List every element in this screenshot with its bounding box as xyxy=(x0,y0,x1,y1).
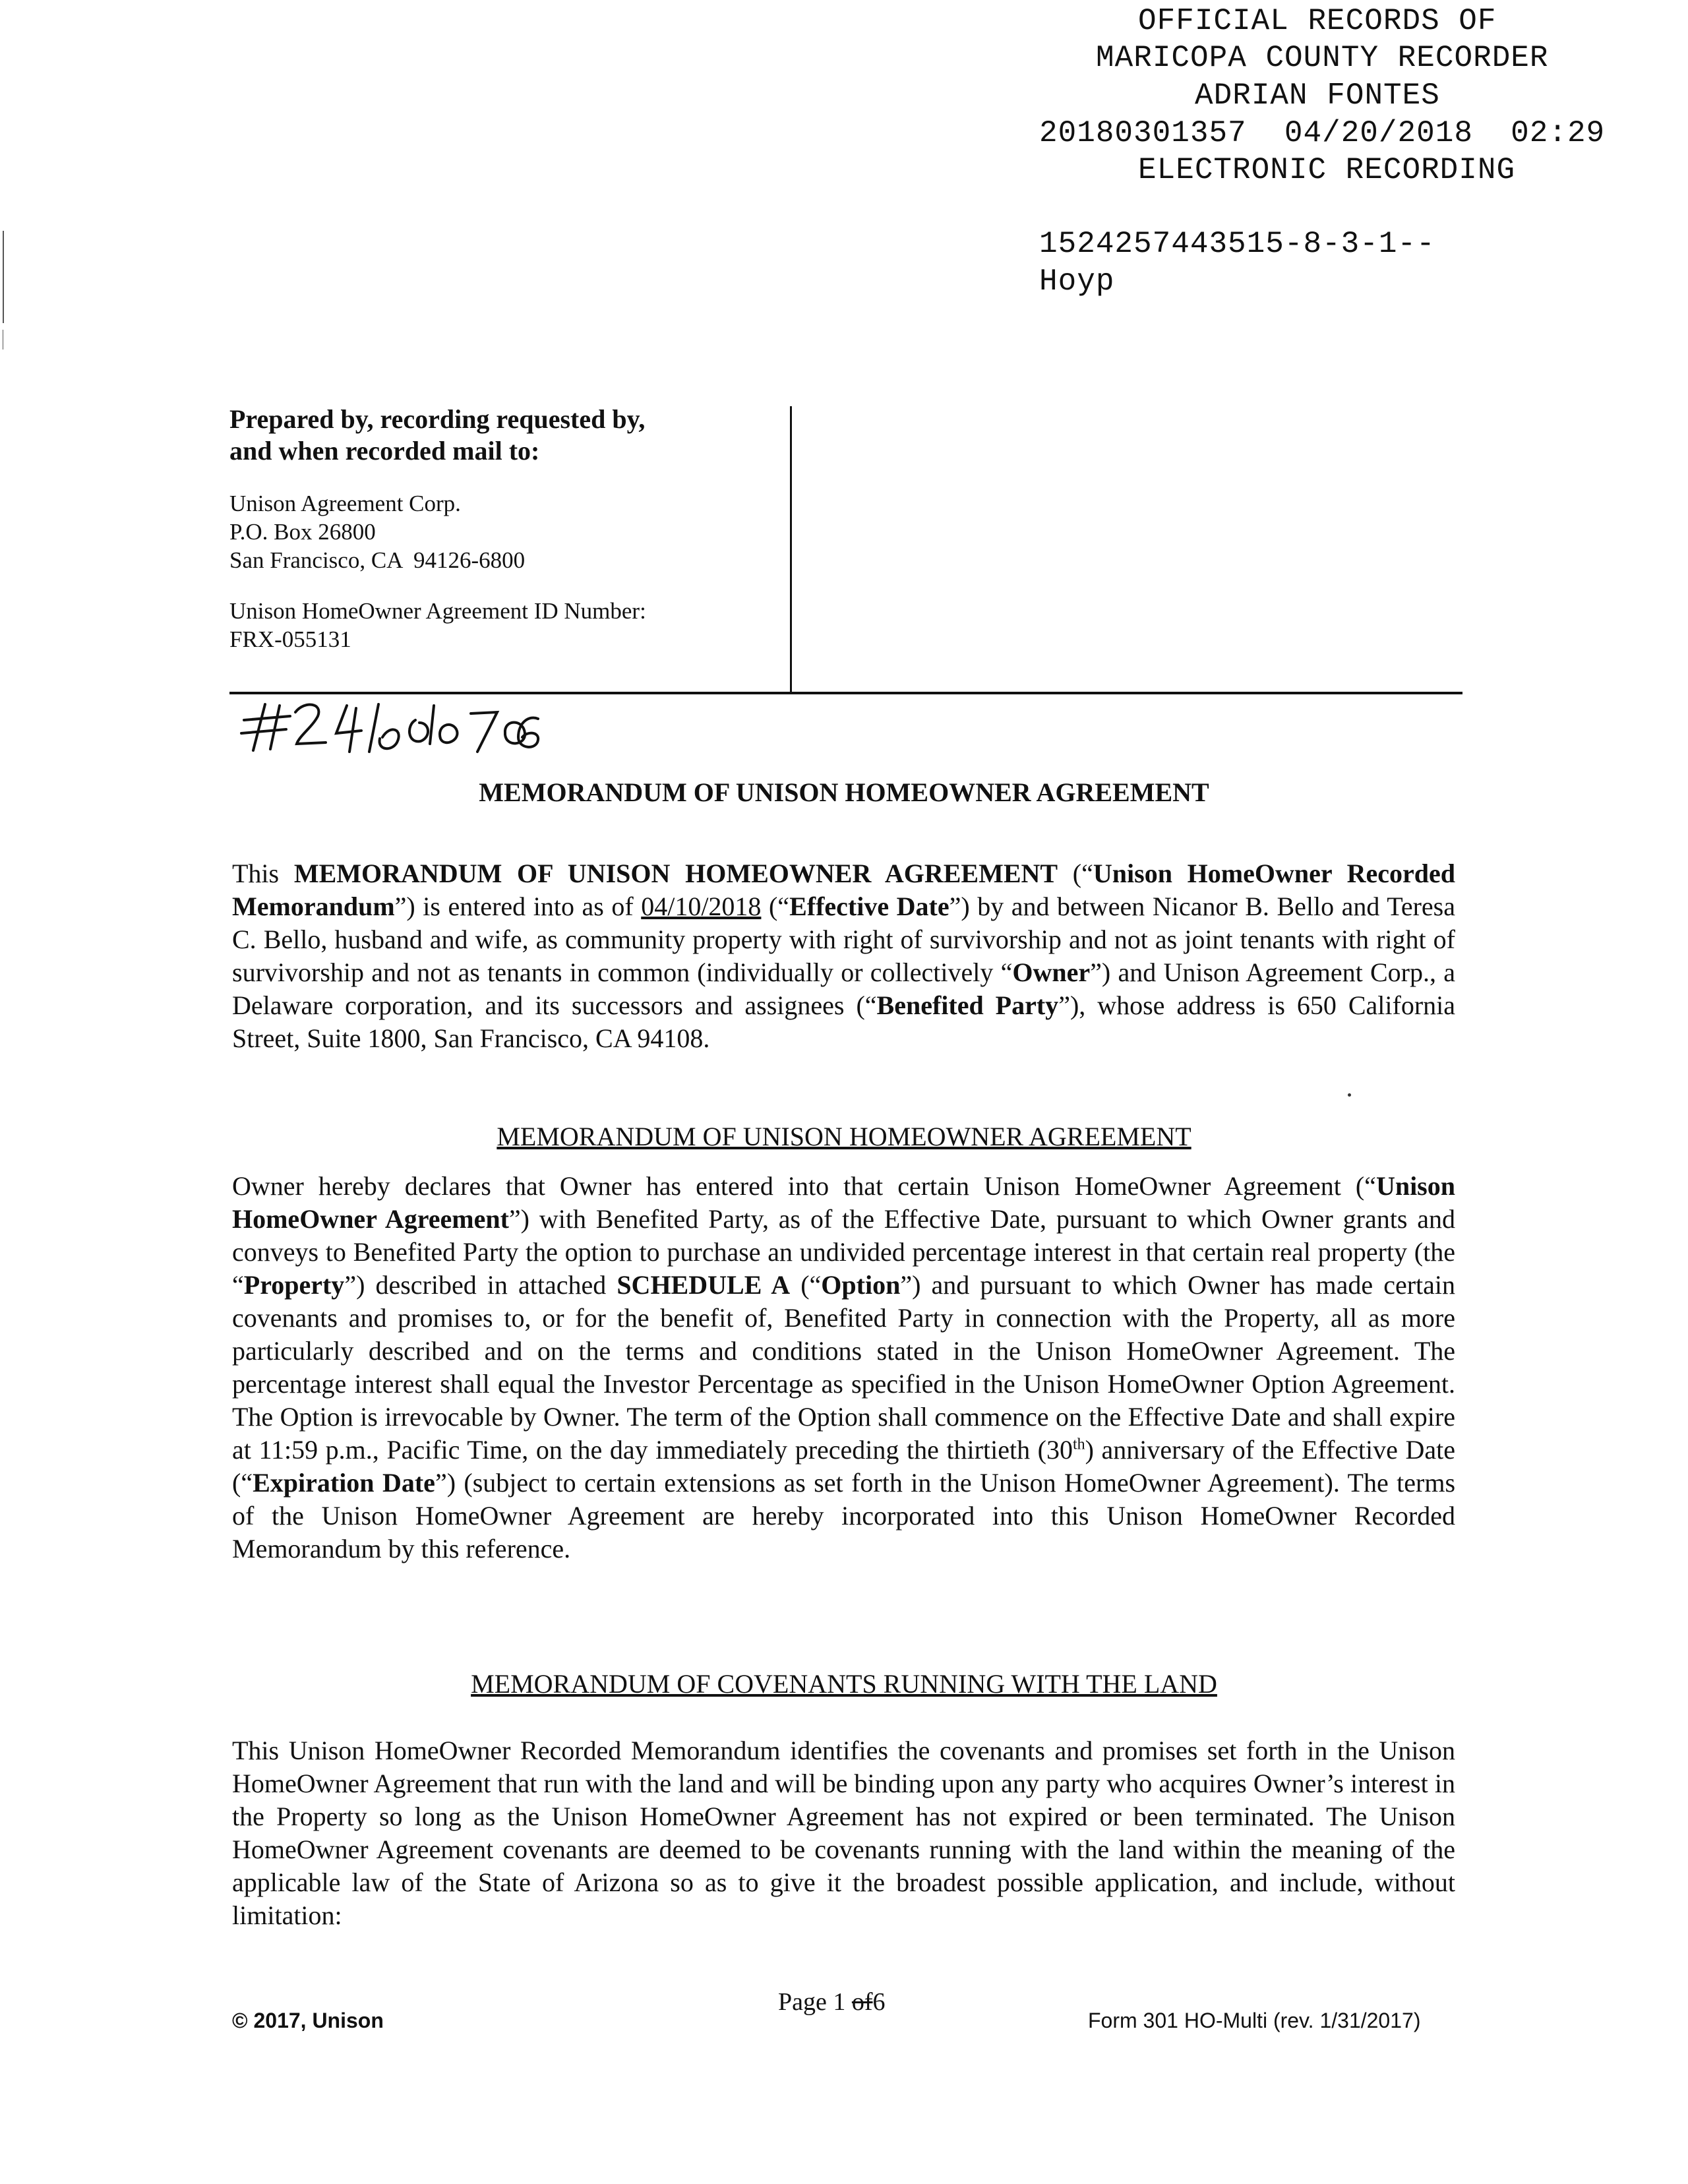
section-covenants-paragraph: This Unison HomeOwner Recorded Memorandum identifies the covenants and promises set forth in the Unison HomeOwner Agreement that run with the land and will be binding upon any party who acquires Owner’s interest in the Property so long as the Unison HomeOwner Agreement has not expired or been terminated. The Unison HomeOwner Agreement covenants are deemed to be covenants running with the land within the meaning of the applicable law of the State of Arizona so as to give it the broadest possible application, and include, without limitation: xyxy=(232,1736,1455,1930)
intro-text: ”) is entered into as of xyxy=(394,892,642,921)
prepared-city: San Francisco, CA 94126-6800 xyxy=(229,547,526,573)
intro-bold-term: Benefited Party xyxy=(876,990,1059,1020)
intro-text: ”), whose address is 650 California Street, Suite 1800, San Francisco, CA 94108. xyxy=(232,990,1456,1053)
stamp-line-recorder-name: ADRIAN FONTES xyxy=(1195,78,1440,113)
document-title: MEMORANDUM OF UNISON HOMEOWNER AGREEMENT xyxy=(479,777,1209,807)
stamp-operator: Hoyp xyxy=(1039,264,1115,299)
section-text: (“ xyxy=(790,1270,822,1300)
footer-copyright: © 2017, Unison xyxy=(232,2009,384,2032)
intro-bold-term: Owner xyxy=(1012,957,1091,987)
scan-speck xyxy=(1348,1093,1351,1097)
section-text: ”) (subject to certain extensions as set forth in the Unison HomeOwner Agreement). The terms of the Unison HomeOwner Agreement are hereby incorporated into this Unison HomeOwner Recorded Memorandum by this reference. xyxy=(232,1468,1456,1563)
stamp-time: 02:29 xyxy=(1511,116,1606,150)
ordinal-suffix: th xyxy=(1072,1436,1085,1453)
section-text: Owner hereby declares that Owner has entered into that certain Unison HomeOwner Agreement (“ xyxy=(232,1171,1376,1201)
stamp-line-official-records: OFFICIAL RECORDS OF xyxy=(1138,4,1497,38)
section-heading-covenants: MEMORANDUM OF COVENANTS RUNNING WITH THE LAND xyxy=(471,1669,1217,1699)
effective-date-value: 04/10/2018 xyxy=(641,892,762,921)
intro-bold-title: MEMORANDUM OF UNISON HOMEOWNER AGREEMENT xyxy=(293,859,1058,888)
page-struck-text: of xyxy=(851,1988,873,2016)
stamp-line-county-recorder: MARICOPA COUNTY RECORDER xyxy=(1096,41,1549,75)
stamp-line-electronic: ELECTRONIC RECORDING xyxy=(1138,153,1516,187)
section-text: ”) described in attached xyxy=(344,1270,617,1300)
section-bold-term: Option xyxy=(821,1270,901,1300)
footer-form-number: Form 301 HO-Multi (rev. 1/31/2017) xyxy=(1088,2009,1421,2032)
section-bold-term: Unison HomeOwner Agreement xyxy=(232,1171,1455,1234)
scan-edge-mark xyxy=(3,231,4,323)
prepared-by-block xyxy=(229,404,770,653)
section-heading-agreement: MEMORANDUM OF UNISON HOMEOWNER AGREEMENT xyxy=(497,1122,1191,1151)
section-agreement-paragraph xyxy=(232,1170,1455,1565)
stamp-doc-number: 20180301357 xyxy=(1039,116,1247,150)
page-total: 6 xyxy=(872,1988,886,2016)
prepared-pobox: P.O. Box 26800 xyxy=(229,519,376,545)
prepared-by-heading-line1: Prepared by, recording requested by, xyxy=(229,404,646,434)
stamp-date: 04/20/2018 xyxy=(1284,116,1473,150)
prepared-by-heading-line2: and when recorded mail to: xyxy=(229,436,540,466)
section-bold-term: SCHEDULE A xyxy=(617,1270,791,1300)
section-bold-term: Property xyxy=(243,1270,345,1300)
agreement-id-label: Unison HomeOwner Agreement ID Number: xyxy=(229,598,646,624)
page-number xyxy=(778,1987,886,2017)
section-text: ”) and pursuant to which Owner has made certain covenants and promises to, or for the benefit of, Benefited Party in connection with the Property, all as more particularly described and on the terms and conditions stated in the Unison HomeOwner Agreement. The percentage interest shall equal the Investor Percentage as specified in the Unison HomeOwner Option Agreement. The Option is irrevocable by Owner. The term of the Option shall commence on the Effective Date and shall expire at 11:59 p.m., Pacific Time, on the day immediately preceding the thirtieth (30 xyxy=(232,1270,1455,1465)
intro-text: ”) and Unison Agreement Corp., a Delaware corporation, and its successors and assignees (“ xyxy=(232,957,1455,1020)
intro-text: (“ xyxy=(1058,859,1093,888)
section-bold-term: Expiration Date xyxy=(253,1468,435,1498)
intro-text: ”) by and between Nicanor B. Bello and Teresa C. Bello, husband and wife, as community property with right of survivorship and not as joint tenants with right of survivorship and not as tenants in common (individually or collectively “ xyxy=(232,892,1455,987)
agreement-id-value: FRX-055131 xyxy=(229,626,351,652)
handwritten-note xyxy=(239,696,542,756)
page-label: Page 1 xyxy=(778,1988,852,2016)
intro-text: (“ xyxy=(761,892,790,921)
prepared-company: Unison Agreement Corp. xyxy=(229,491,461,516)
section-text: ) anniversary of the Effective Date (“ xyxy=(232,1435,1455,1498)
stamp-code: 1524257443515-8-3-1-- xyxy=(1039,227,1435,261)
intro-bold-term: Effective Date xyxy=(789,892,950,921)
section-text: ”) with Benefited Party, as of the Effective Date, pursuant to which Owner grants and conveys to Benefited Party the option to purchase an undivided percentage interest in that certain real property (the “ xyxy=(232,1204,1456,1300)
intro-paragraph xyxy=(232,857,1455,1055)
box-divider-horizontal xyxy=(229,692,1462,694)
stamp-line-recording-info xyxy=(1039,115,1605,152)
intro-bold-term: Unison HomeOwner Recorded Memorandum xyxy=(232,859,1455,921)
box-divider-vertical xyxy=(790,406,792,692)
intro-text: This xyxy=(232,859,294,888)
